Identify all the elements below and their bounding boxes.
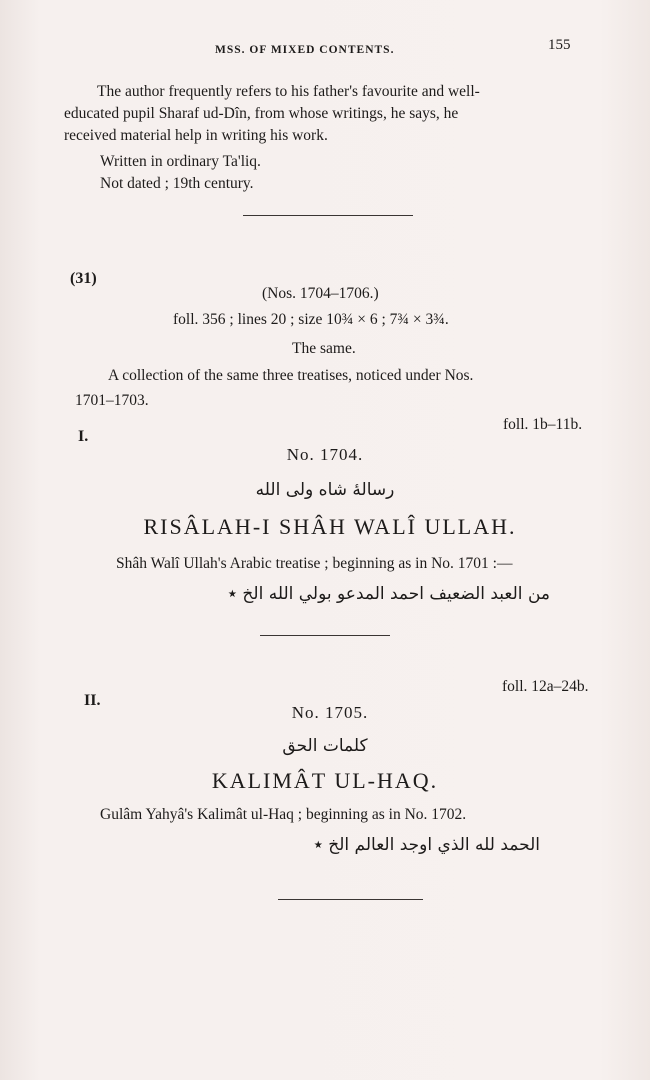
date-note: Not dated ; 19th century. [100,175,254,192]
intro-line-3: received material help in writing his work. [64,127,328,144]
section-1-description: Shâh Walî Ullah's Arabic treatise ; beginning as in No. 1701 :— [116,555,513,572]
section-divider [243,215,413,216]
section-1-roman: I. [78,428,89,445]
page-number: 155 [548,37,571,53]
section-1-arabic-incipit: من العبد الضعيف احمد المدعو بولي الله الخ ٭ [227,584,550,604]
section-1-folio-range: foll. 1b–11b. [503,416,583,433]
section-2-description: Gulâm Yahyâ's Kalimât ul-Haq ; beginning as in No. 1702. [100,806,467,823]
entry-nos: (Nos. 1704–1706.) [262,285,379,302]
entry-desc-line-2: 1701–1703. [75,392,149,409]
section-2-arabic-title: كلمات الحق [282,736,368,756]
section-1-number: No. 1704. [286,445,364,464]
entry-folios: foll. 356 ; lines 20 ; size 10¾ × 6 ; 7¾ × 3¾. [173,311,449,328]
intro-line-2: educated pupil Sharaf ud-Dîn, from whose writings, he says, he [64,105,459,122]
section-2-divider [278,899,423,900]
running-title: MSS. OF MIXED CONTENTS. [215,44,395,56]
section-1-arabic-title: رسالۀ شاه ولی الله [255,480,395,500]
script-note: Written in ordinary Ta'liq. [100,153,261,170]
entry-desc-line-1: A collection of the same three treatises, noticed under Nos. [108,367,474,384]
intro-line-1: The author frequently refers to his father's favourite and well- [97,83,480,100]
entry-number: (31) [70,270,97,287]
section-2-number: No. 1705. [291,703,369,722]
section-2-title: KALIMÂT UL-HAQ. [211,768,439,793]
section-1-divider [260,635,390,636]
section-2-folio-range: foll. 12a–24b. [502,678,589,695]
section-1-title: RISÂLAH-I SHÂH WALÎ ULLAH. [143,514,517,539]
section-2-roman: II. [84,692,101,709]
section-2-arabic-incipit: الحمد لله الذي اوجد العالم الخ ٭ [313,835,540,855]
entry-the-same: The same. [292,340,356,357]
